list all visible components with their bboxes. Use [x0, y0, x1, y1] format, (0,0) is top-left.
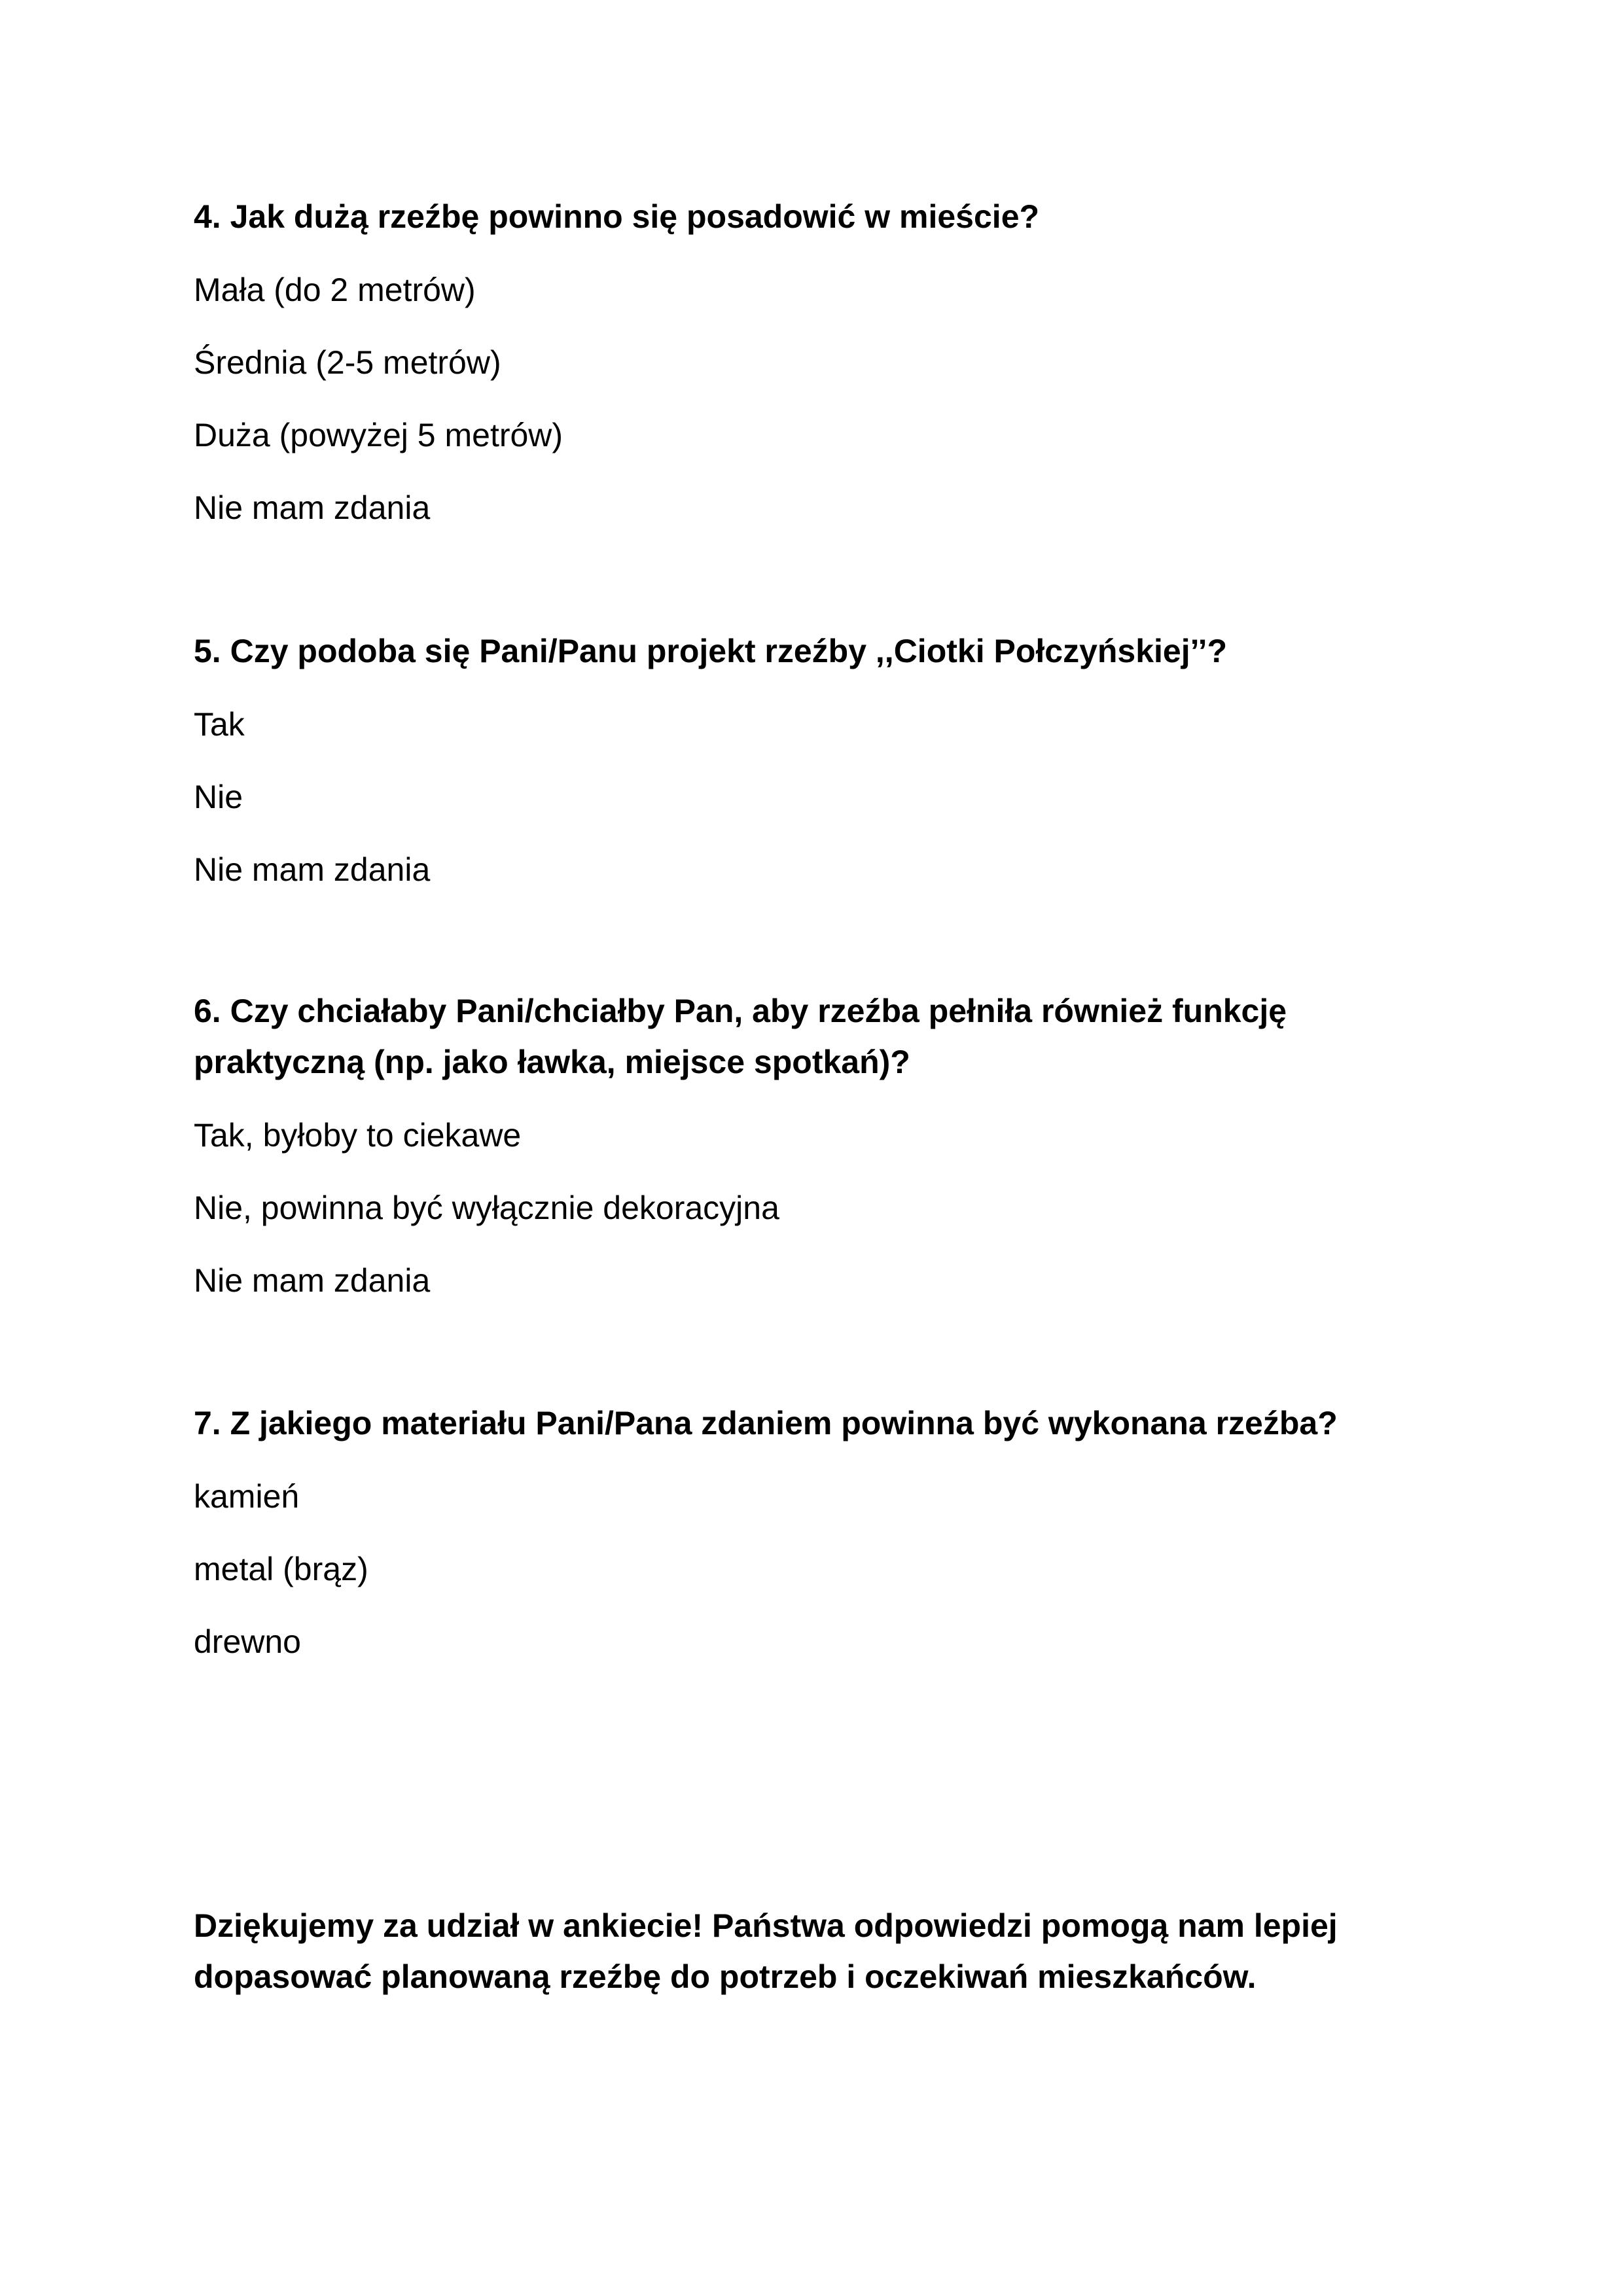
answer-option: Tak	[194, 706, 245, 743]
question-title: 4. Jak dużą rzeźbę powinno się posadowić w mieście?	[194, 198, 1040, 235]
question-5	[194, 626, 1437, 917]
question-title: 6. Czy chciałaby Pani/chciałby Pan, aby rzeźba pełniła również funkcję praktyczną (np. jako ławka, miejsce spotkań)?	[194, 993, 1287, 1080]
question-6	[194, 985, 1437, 1328]
answer-option: Tak, byłoby to ciekawe	[194, 1117, 522, 1154]
answer-option: Nie, powinna być wyłącznie dekoracyjna	[194, 1190, 779, 1226]
answer-option: metal (brąz)	[194, 1551, 368, 1587]
answer-option: Mała (do 2 metrów)	[194, 272, 476, 308]
closing-thank-you: Dziękujemy za udział w ankiecie! Państwa odpowiedzi pomogą nam lepiej dopasować planowaną rzeźbę do potrzeb i oczekiwań mieszkańców.	[194, 1907, 1338, 1995]
answer-option: Nie mam zdania	[194, 489, 431, 526]
answer-option: Nie	[194, 779, 243, 815]
answer-option: kamień	[194, 1478, 300, 1515]
question-title: 7. Z jakiego materiału Pani/Pana zdaniem powinna być wykonana rzeźba?	[194, 1405, 1338, 1441]
answer-option: Duża (powyżej 5 metrów)	[194, 417, 563, 453]
question-7	[194, 1398, 1437, 1689]
question-title: 5. Czy podoba się Pani/Panu projekt rzeźby ,,Ciotki Połczyńskiej’’?	[194, 633, 1228, 669]
question-4	[194, 191, 1437, 555]
answer-option: Nie mam zdania	[194, 1262, 431, 1299]
answer-option: Średnia (2-5 metrów)	[194, 344, 501, 381]
answer-option: drewno	[194, 1623, 301, 1660]
answer-option: Nie mam zdania	[194, 851, 431, 888]
